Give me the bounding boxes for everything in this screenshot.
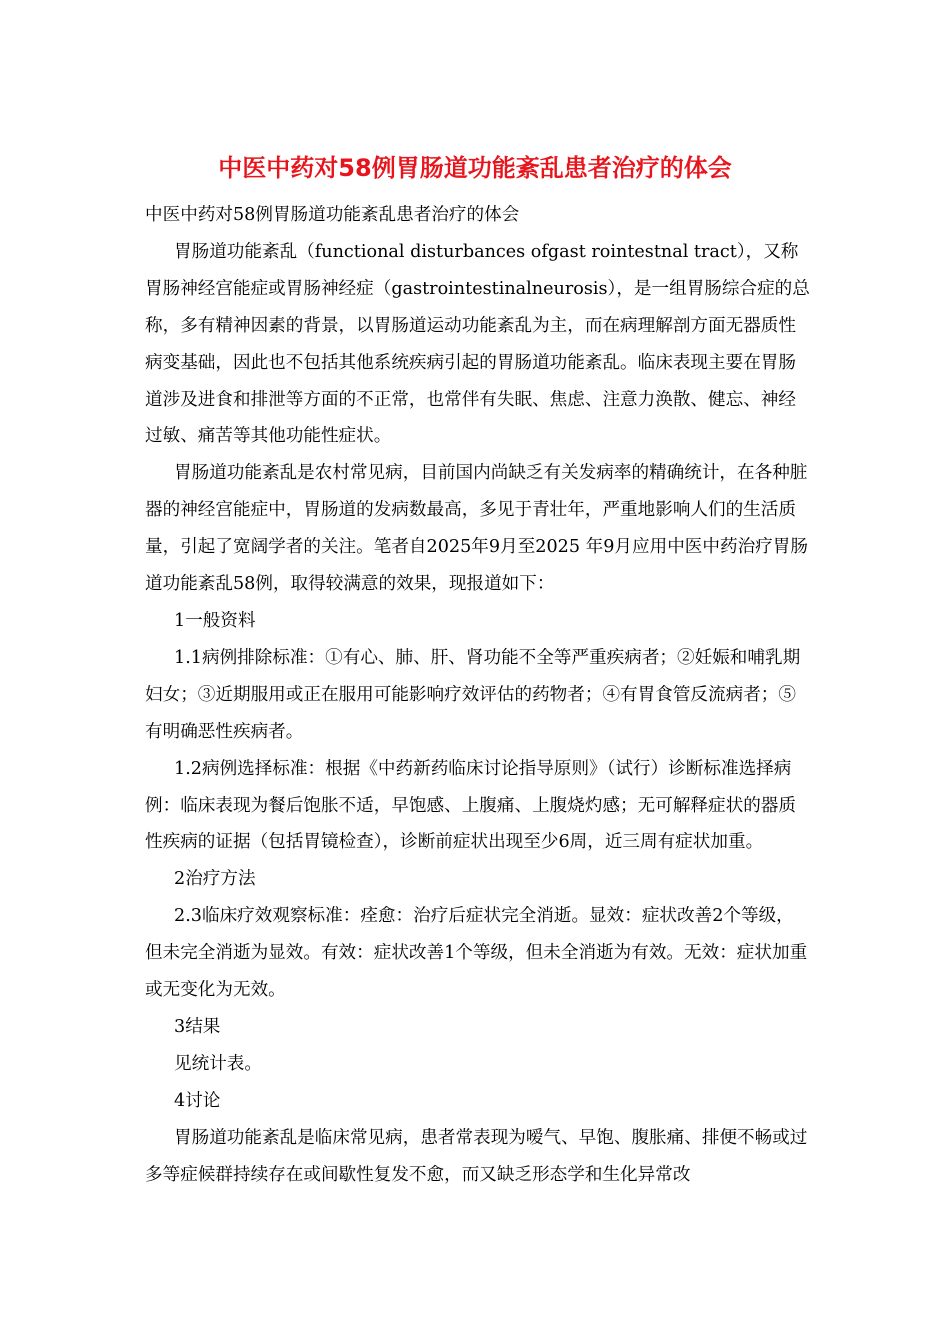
document-body (145, 197, 810, 1193)
document-title: 中医中药对58例胃肠道功能紊乱患者治疗的体会 (218, 154, 732, 182)
paragraph-results: 见统计表。 (174, 1053, 262, 1074)
section-heading-treatment: 2治疗方法 (174, 869, 256, 890)
section-heading-discussion: 4讨论 (174, 1090, 221, 1111)
section-heading-results: 3结果 (174, 1016, 221, 1037)
paragraph-selection-criteria: 1.2病例选择标准：根据《中药新药临床讨论指导原则》（试行）诊断标准选择病例：临床表现为餐后饱胀不适，早饱感、上腹痛、上腹烧灼感；无可解释症状的器质性疾病的证据（包括胃镜检查），诊断前症状出现至少6周，近三周有症状加重。 (145, 758, 796, 853)
paragraph-definition: 胃肠道功能紊乱（functional disturbances ofgast rointestnal tract），又称胃肠神经宫能症或胃肠神经症（gastrointestinalneurosis），是一组胃肠综合症的总称，多有精神因素的背景，以胃肠道运动功能紊乱为主，而在病理解剖方面无器质性病变基础，因此也不包括其他系统疾病引起的胃肠道功能紊乱。临床表现主要在胃肠道涉及进食和排泄等方面的不正常，也常伴有失眠、焦虑、注意力涣散、健忘、神经过敏、痛苦等其他功能性症状。 (145, 241, 810, 447)
section-heading-general-data: 1一般资料 (174, 610, 256, 631)
paragraph-background: 胃肠道功能紊乱是农村常见病，目前国内尚缺乏有关发病率的精确统计，在各种脏器的神经宫能症中，胃肠道的发病数最高，多见于青壮年，严重地影响人们的生活质量，引起了宽阔学者的关注。笔者自2025年9月至2025 年9月应用中医中药治疗胃肠道功能紊乱58例，取得较满意的效果，现报道如下： (145, 463, 808, 595)
paragraph-discussion: 胃肠道功能紊乱是临床常见病，患者常表现为嗳气、早饱、腹胀痛、排便不畅或过多等症候群持续存在或间歇性复发不愈，而又缺乏形态学和生化异常改 (145, 1127, 808, 1185)
paragraph-exclusion-criteria: 1.1病例排除标准：①有心、肺、肝、肾功能不全等严重疾病者；②妊娠和哺乳期妇女；③近期服用或正在服用可能影响疗效评估的药物者；④有胃食管反流病者；⑤有明确恶性疾病者。 (145, 647, 801, 742)
paragraph-subtitle: 中医中药对58例胃肠道功能紊乱患者治疗的体会 (145, 205, 520, 225)
paragraph-efficacy-criteria: 2.3临床疗效观察标准：痊愈：治疗后症状完全消逝。显效：症状改善2个等级，但未完全消逝为显效。有效：症状改善1个等级，但未全消逝为有效。无效：症状加重或无变化为无效。 (145, 906, 808, 1001)
